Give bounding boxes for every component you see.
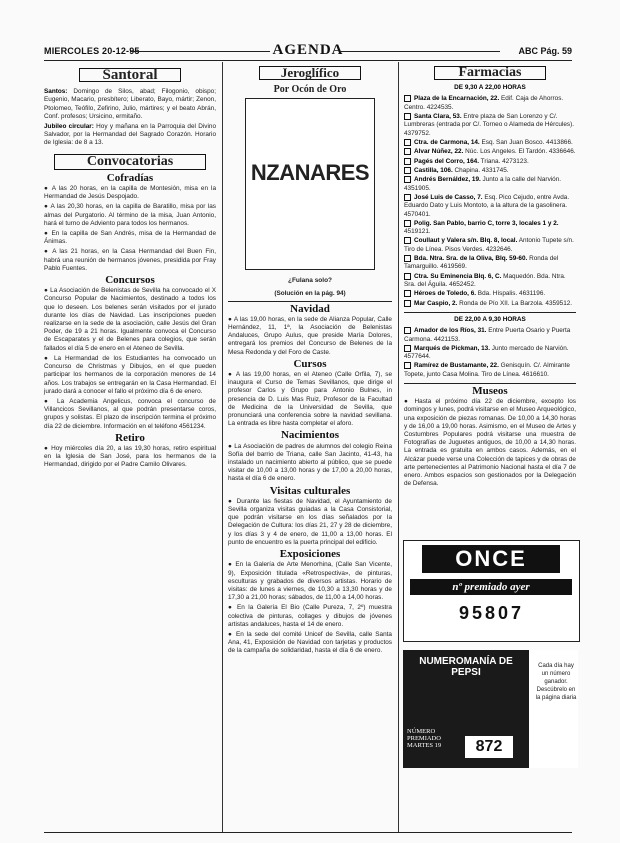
pharmacy-entry bbox=[404, 148, 576, 156]
retiro-item: ● Hoy miércoles día 20, a las 19,30 horas, retiro espiritual en la Iglesia de San José, para los hermanos de la Hermandad, dirigido por el Padre Camilo Olivares. bbox=[44, 444, 216, 469]
jubileo-text bbox=[44, 123, 216, 148]
farmacias-day-list bbox=[404, 95, 576, 308]
pharmacy-entry bbox=[404, 167, 576, 175]
jeroglifico-box bbox=[245, 98, 375, 285]
pharmacy-address: Alvar Núñez, 22. bbox=[414, 148, 464, 156]
convocatorias-title: Convocatorias bbox=[54, 154, 206, 170]
pharmacy-entry bbox=[404, 139, 576, 147]
santoral-label: Santos: bbox=[44, 88, 68, 96]
column-left bbox=[44, 64, 216, 472]
checkbox-square-icon bbox=[404, 290, 411, 297]
nacimientos-title: Nacimientos bbox=[280, 429, 340, 442]
checkbox-square-icon bbox=[404, 327, 411, 334]
exposiciones-item: ● En la Galería El Bio (Calle Pureza, 7, 2º) muestra colectiva de pinturas, collages y dibujos de jóvenes artistas andaluces, hasta el 14 de enero. bbox=[228, 604, 392, 628]
checkbox-square-icon bbox=[404, 273, 411, 280]
santoral-body: Domingo de Silos, abad; Filogonio, obispo; Eugenio, Macario, presbítero; Liberato, Bayo, mártir; Zenon, Ptolomeo, Teófilo, Zefirino, Julio, mártires; y el beato Abrán, Conf. profesos; Ursicino, ermitaño. bbox=[44, 88, 216, 120]
pharmacy-details: 4519121. bbox=[404, 228, 431, 236]
retiro-title: Retiro bbox=[115, 431, 145, 444]
pharmacy-details: Junto a la calle del Narvión. 4351905. bbox=[404, 176, 562, 192]
pharmacy-entry bbox=[404, 362, 576, 379]
pharmacy-address: Amador de los Ríos, 31. bbox=[414, 327, 487, 335]
page-header bbox=[44, 44, 572, 60]
pharmacy-details: Entre Puerta Osario y Puerta Carmona. 4421153. bbox=[404, 327, 571, 343]
pepsi-label-line: MARTES 19 bbox=[407, 742, 442, 749]
jeroglifico-question: ¿Fulana solo? bbox=[287, 277, 333, 285]
pharmacy-entry bbox=[404, 255, 576, 272]
footer-rule bbox=[44, 832, 572, 833]
pepsi-label bbox=[407, 728, 441, 749]
farmacias-night-list bbox=[404, 327, 576, 379]
pharmacy-details: Ronda del Tamarguillo. 4619569. bbox=[404, 255, 559, 271]
navidad-title: Navidad bbox=[290, 302, 330, 315]
checkbox-square-icon bbox=[404, 300, 411, 307]
pharmacy-address: Marqués de Pickman, 13. bbox=[414, 344, 491, 352]
pharmacy-address: José Luis de Casso, 7. bbox=[414, 194, 483, 202]
checkbox-square-icon bbox=[404, 237, 411, 244]
cursos-title: Cursos bbox=[293, 357, 327, 370]
jeroglifico-author: Por Ocón de Oro bbox=[273, 84, 347, 96]
pharmacy-address: Ctra. de Carmona, 14. bbox=[414, 138, 480, 146]
concursos-item: ● La Academia Angelicus, convoca el concurso de Villancicos Sevillanos, al que podrán presentarse coros, grupos y solistas. El plazo de inscripción termina el próximo día 22 de diciembre. Información en el teléfono 4561234. bbox=[44, 397, 216, 430]
pharmacy-entry bbox=[404, 113, 576, 138]
pharmacy-entry bbox=[404, 345, 576, 362]
concursos-title: Concursos bbox=[105, 274, 155, 287]
pharmacy-entry bbox=[404, 95, 576, 112]
checkbox-square-icon bbox=[404, 158, 411, 165]
header-underline bbox=[44, 60, 572, 61]
pharmacy-address: Coullaut y Valera s/n. Blq. 8, local. bbox=[414, 237, 518, 245]
jeroglifico-title: Jeroglífico bbox=[259, 66, 361, 80]
cofradias-item: ● A las 20,30 horas, en la capilla de Baratillo, misa por las almas del Purgatorio. Al término de la misa, Juan Antonio, hará el turno de Adviento para todos los hermanos. bbox=[44, 203, 216, 227]
divider bbox=[404, 383, 576, 384]
once-lottery-box bbox=[403, 540, 580, 642]
pharmacy-address: Bda. Ntra. Sra. de la Oliva, Blq. 59-60. bbox=[414, 255, 528, 263]
checkbox-square-icon bbox=[404, 220, 411, 227]
divider bbox=[228, 301, 392, 302]
pharmacy-details: Chapina. 4331745. bbox=[452, 167, 509, 175]
checkbox-square-icon bbox=[404, 113, 411, 120]
jubileo-body: Hoy y mañana en la Parroquia del Divino Salvador, por la Hermandad del Sagrado Corazón. Horario de Iglesia: de 8 a 13. bbox=[44, 123, 216, 147]
pharmacy-entry bbox=[404, 237, 576, 254]
pharmacy-details: Bda. Híspalis. 4631196. bbox=[476, 290, 546, 298]
farmacias-title: Farmacias bbox=[434, 66, 546, 80]
pepsi-label-line: NÚMERO bbox=[407, 728, 436, 735]
pharmacy-address: Castilla, 106. bbox=[414, 167, 453, 175]
pharmacy-address: Polig. San Pablo, barrio C, torre 3, locales 1 y 2. bbox=[414, 219, 559, 227]
cursos-item: ● A las 19,00 horas, en el Ateneo (Calle Orfila, 7), se inaugura el Curso de Temas Sevillanos, que dirige el profesor Carlos y Grupo para Antonio Bulnes, in presencia de D. Luis Mas Ruiz, Profesor de la Facultad de Medicina de la Universidad de Sevilla, que pronunciará una conferencia sobre la navidad sevillana. La entrada es libre hasta completar el aforo. bbox=[228, 371, 392, 428]
pharmacy-details: Triana. 4273123. bbox=[479, 157, 529, 165]
pharmacy-address: Mar Caspio, 2. bbox=[414, 299, 458, 307]
pharmacy-entry bbox=[404, 300, 576, 308]
pharmacy-entry bbox=[404, 176, 576, 193]
jubileo-label: Jubileo circular: bbox=[44, 123, 94, 131]
checkbox-square-icon bbox=[404, 345, 411, 352]
pharmacy-address: Plaza de la Encarnación, 22. bbox=[414, 95, 500, 103]
pharmacy-address: Héroes de Toledo, 6. bbox=[414, 290, 477, 298]
pharmacy-details: Genisquín. C/. Almirante Topete, junto Casa Molina. Tiro de Línea. 4616610. bbox=[404, 362, 570, 378]
pharmacy-address: Ctra. Su Eminencia Blq. 6, C. bbox=[414, 272, 502, 280]
exposiciones-item: ● En la sede del comité Unicef de Sevilla, calle Santa Ana, 41, Exposición de Navidad con tarjetas y productos de la campaña de solidaridad, hasta el día 6 de enero. bbox=[228, 630, 392, 655]
pharmacy-details: Entre plaza de San Lorenzo y C/. Lumbreras (entrada por C/. Torneo o Alameda de Hércules). 4379752. bbox=[404, 113, 575, 137]
header-rule-right bbox=[340, 51, 500, 52]
pepsi-number: 872 bbox=[465, 736, 513, 758]
pepsi-banner: NUMEROMANÍA DE PEPSI bbox=[419, 656, 513, 678]
visitas-title: Visitas culturales bbox=[269, 484, 351, 497]
exposiciones-item: ● En la Galería de Arte Menorhina, (Calle San Vicente, 9), Exposición titulada «Retrospectiva», de pinturas, esculturas y grabados de diversos artistas. Horario de visitas: de lunes a viernes, de 10,30 a 13,30 horas y de 17,30 a 21,00 horas; sábados, de 11,00 a 14,00 horas. bbox=[228, 561, 392, 602]
pharmacy-details: Junto mercado de Narvión. 4577644. bbox=[404, 344, 569, 361]
checkbox-square-icon bbox=[404, 255, 411, 262]
pharmacy-entry bbox=[404, 273, 576, 290]
farmacias-day-header: DE 9,30 A 22,00 HORAS bbox=[454, 84, 526, 92]
pepsi-side-text: Cada día hay un número ganador. Descúbrelo en la página diaria bbox=[535, 663, 577, 701]
cofradias-item: ● A las 20 horas, en la capilla de Montesión, misa en la Hermandad de Jesús Despojado. bbox=[44, 185, 216, 201]
pharmacy-details: Ronda de Pío XII. La Barzola. 4359512. bbox=[457, 299, 573, 307]
pharmacy-entry bbox=[404, 158, 576, 166]
checkbox-square-icon bbox=[404, 148, 411, 155]
column-rule bbox=[398, 62, 399, 832]
pharmacy-entry bbox=[404, 327, 576, 344]
header-rule-left bbox=[130, 51, 270, 52]
santoral-text bbox=[44, 88, 216, 121]
santoral-title: Santoral bbox=[79, 68, 181, 82]
column-rule bbox=[222, 62, 223, 832]
farmacias-night-header: DE 22,00 A 9,30 HORAS bbox=[454, 315, 526, 323]
jeroglifico-solution: (Solución en la pág. 94) bbox=[274, 290, 346, 298]
checkbox-square-icon bbox=[404, 194, 411, 201]
concursos-item: ● La Asociación de Belenistas de Sevilla ha convocado el X Concurso Popular de Nacimientos, destinado a todos los que lo deseen. Los belenes serán visitados por el jurado durante los días de Navidad. Las inscripciones pueden realizarse en la sede de la asociación, calle Jesús del Gran Poder, de 19 a 21 horas. Igualmente convoca el Concurso de Escaparates y el de Belenes para colegios, que serán fallados el día 5 de enero en el Ateneo de Sevilla. bbox=[44, 287, 216, 352]
pharmacy-entry bbox=[404, 290, 576, 298]
pharmacy-entry bbox=[404, 194, 576, 219]
checkbox-square-icon bbox=[404, 176, 411, 183]
divider bbox=[404, 312, 576, 313]
section-title: AGENDA bbox=[272, 42, 344, 58]
checkbox-square-icon bbox=[404, 167, 411, 174]
visitas-item: ● Durante las fiestas de Navidad, el Ayuntamiento de Sevilla organiza visitas guiadas a la Casa Consistorial, que podrán visitarse en los días señalados por la Delegación de Cultura: los días 21, 27 y 28 de diciembre, y los días 3 y 4 de enero, de 11,00 a 13,00 horas. El punto de encuentro es la puerta principal del edificio. bbox=[228, 497, 392, 546]
header-date: MIERCOLES 20-12-95 bbox=[44, 46, 140, 56]
column-right bbox=[404, 64, 576, 490]
museos-title: Museos bbox=[472, 384, 508, 397]
page-number: ABC Pág. 59 bbox=[518, 46, 572, 56]
checkbox-square-icon bbox=[404, 362, 411, 369]
concursos-item: ● La Hermandad de los Estudiantes ha convocado un Concurso de Christmas y Dibujos, en el que pueden participar los hermanos de la corporación menores de 14 años. Los trabajos se entregarán en la Casa Hermandad. El jurado dará a conocer el fallo el próximo día 6 de enero. bbox=[44, 354, 216, 395]
cofradias-item: ● En la capilla de San Andrés, misa de la Hermandad de Ánimas. bbox=[44, 230, 216, 246]
pharmacy-details: Esq. San Juan Bosco. 4413866. bbox=[479, 138, 573, 146]
pharmacy-details: Antonio Tupete s/n. Tiro de Línea. Pisos Verdes. 4232646. bbox=[404, 237, 574, 253]
cofradias-item: ● A las 21 horas, en la Casa Hermandad del Buen Fin, habrá una reunión de hermanos jóvenes, presidida por Fray Pablo Fuentes. bbox=[44, 248, 216, 272]
pepsi-label-line: PREMIADO bbox=[407, 735, 441, 742]
pharmacy-address: Pagés del Corro, 164. bbox=[414, 157, 479, 165]
checkbox-square-icon bbox=[404, 95, 411, 102]
pharmacy-details: Esq. Pico Cejudo, entre Avda. Eduardo Dato y Luis Montoto, a la altura de la gasolinera. 4570401. bbox=[404, 194, 570, 218]
pharmacy-details: Núc. Los Angeles. El Tardón. 4336646. bbox=[463, 148, 576, 156]
exposiciones-title: Exposiciones bbox=[279, 548, 341, 561]
pepsi-numeromania-box bbox=[403, 650, 578, 768]
cofradias-title: Cofradías bbox=[106, 171, 154, 184]
nacimientos-item: ● La Asociación de padres de alumnos del colegio Reina Sofía del barrio de Triana, calle San Jacinto, 41-43, ha instalado un nacimiento abierto al público, que se puede visitar de 10,00 a 13,00 horas y de 17,00 a 20,00 horas, hasta el día 6 de enero. bbox=[228, 442, 392, 483]
jeroglifico-word: NZANARES bbox=[250, 160, 370, 186]
once-label: nº premiado ayer bbox=[410, 579, 572, 595]
pharmacy-details: Maquedón. Bda. Ntra. Sra. del Águila. 4652452. bbox=[404, 272, 566, 288]
column-middle bbox=[228, 64, 392, 658]
pharmacy-address: Santa Clara, 53. bbox=[414, 113, 462, 121]
once-logo: ONCE bbox=[422, 545, 560, 573]
museos-item: ● Hasta el próximo día 22 de diciembre, excepto los domingos y lunes, podrá visitarse en el Museo Arqueológico, una exposición de piezas romanas. De 10,00 a 14,30 horas y de 16,00 a 19,00 horas. Asimismo, en el Museo de Artes y Costumbres Populares podrá visitarse una muestra de Fotografías de Juguetes antiguos, de 10,00 a 14,30 horas. La entrada es gratuita en ambos casos. Además, en el Alcázar puede verse una Colección de tapices y de obras de arte pertenecientes al Patrimonio Nacional hasta el día 7 de enero. Ambos espacios son gestionados por la Delegación de Defensa. bbox=[404, 398, 576, 488]
pharmacy-address: Andrés Bernáldez, 19. bbox=[414, 176, 481, 184]
once-number: 95807 bbox=[458, 603, 525, 623]
navidad-item: ● A las 19,00 horas, en la sede de Alianza Popular, Calle Hernández, 11, 1ª, la Asociación de Belenistas Andaluces, Grupo Aulus, que preside María Dolores, entregará los premios del Concurso de Belenes de la Mesa Redonda y del Foro de Caste. bbox=[228, 315, 392, 356]
checkbox-square-icon bbox=[404, 139, 411, 146]
pharmacy-address: Ramírez de Bustamante, 22. bbox=[414, 362, 499, 370]
pharmacy-details: Edif. Caja de Ahorros. Centro. 4224535. bbox=[404, 95, 564, 111]
pharmacy-entry bbox=[404, 220, 576, 237]
